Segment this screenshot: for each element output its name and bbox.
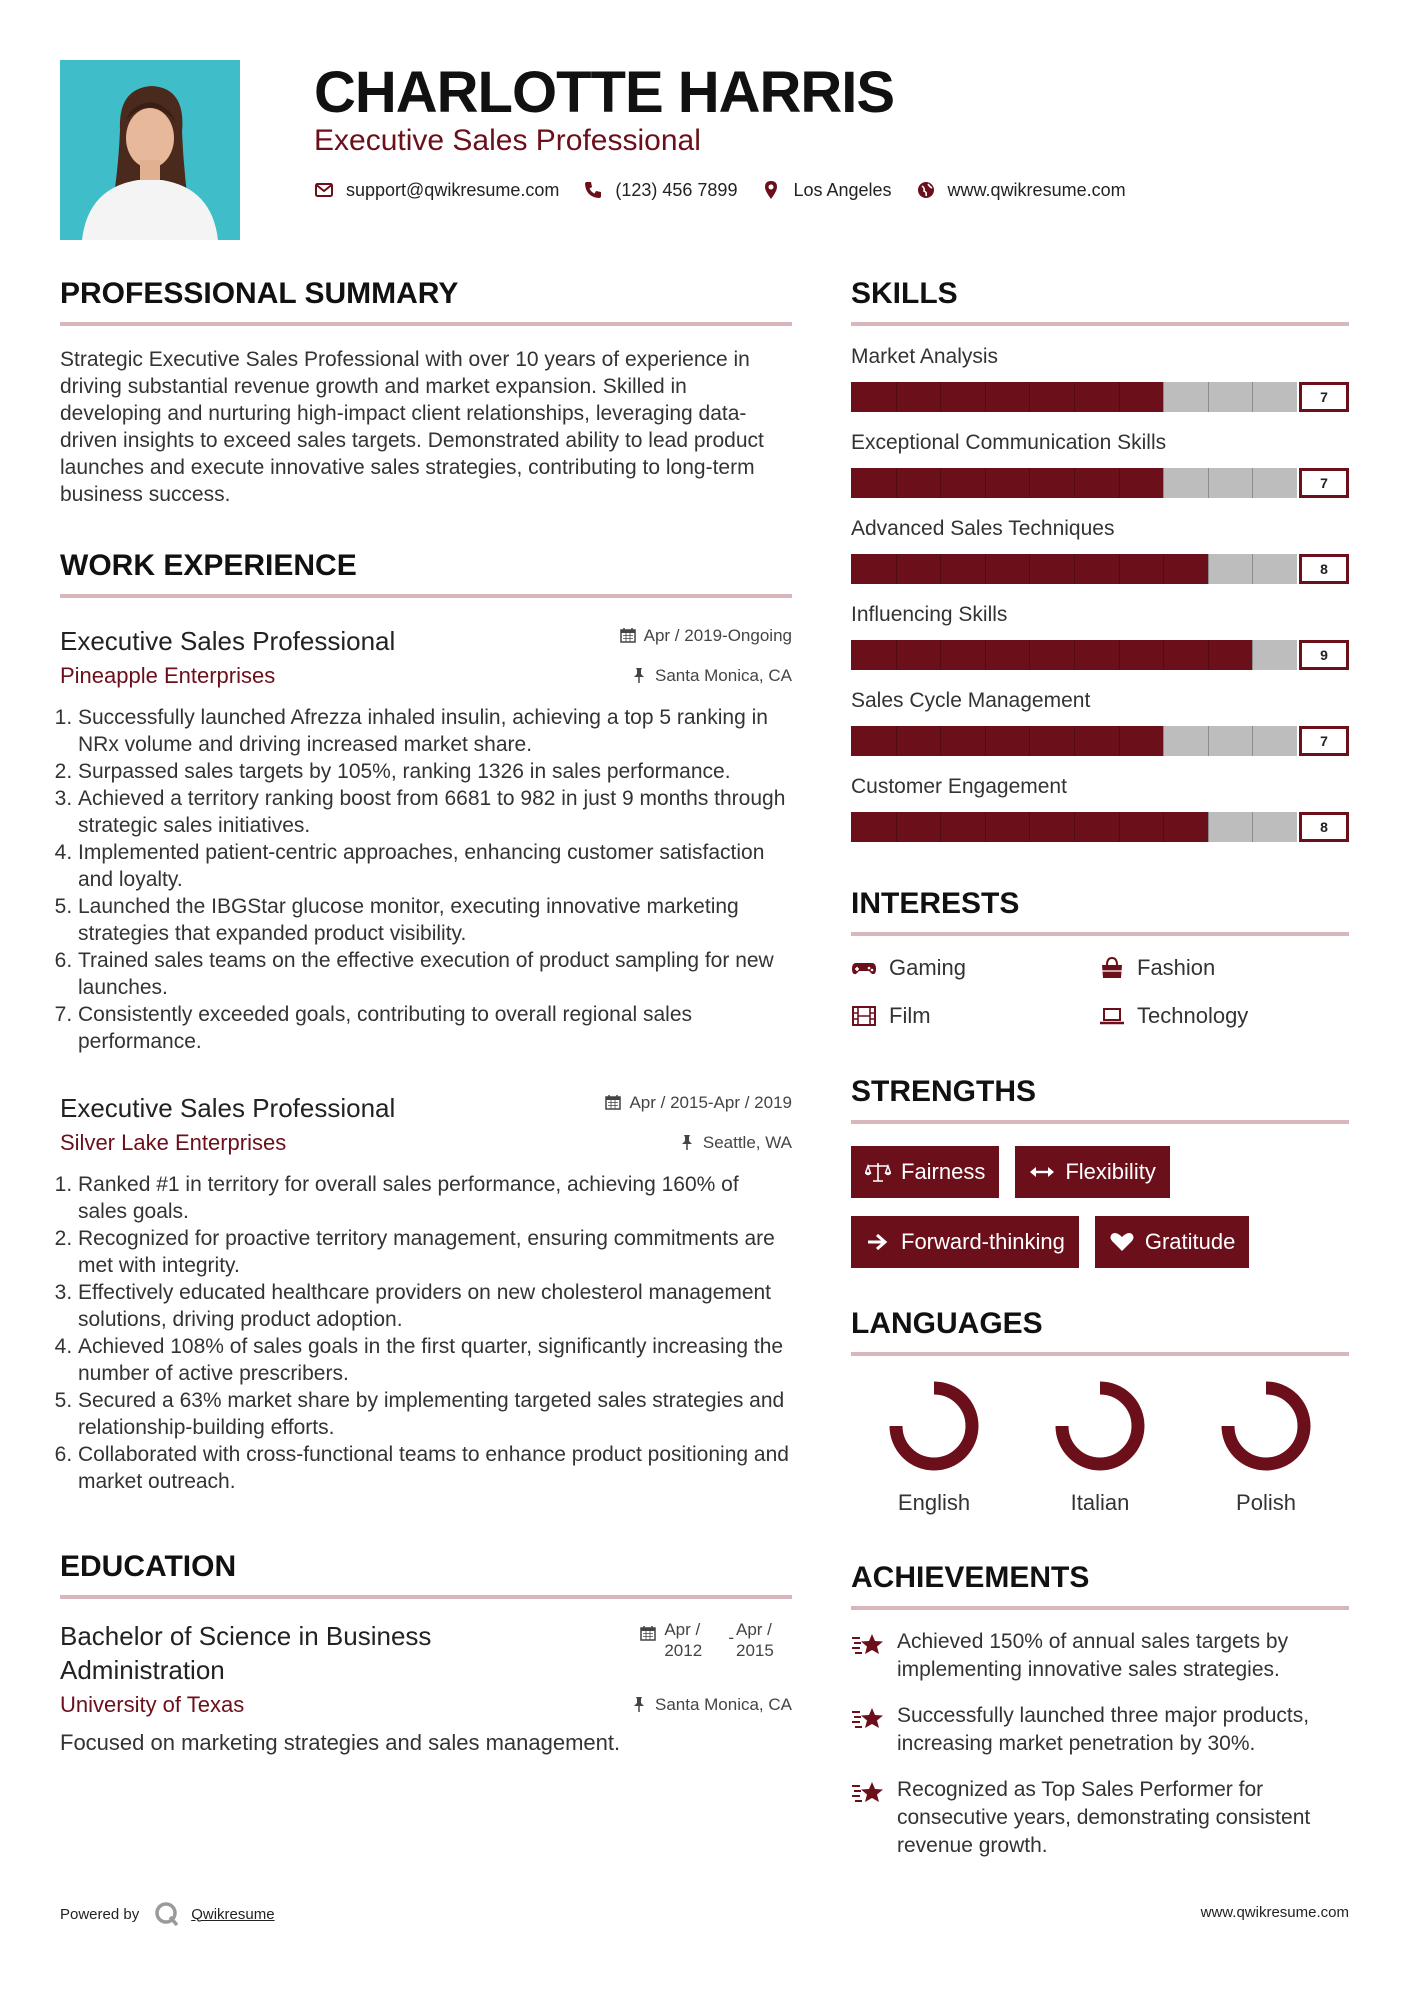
skill-bar-segment bbox=[1163, 554, 1164, 584]
skill-bar-segment bbox=[1074, 726, 1075, 756]
skill-bar-segment bbox=[1119, 382, 1120, 412]
skill-bar-track bbox=[851, 468, 1297, 498]
job-bullet: 6. Trained sales teams on the effective execution of product sampling for new launches. bbox=[78, 947, 792, 1001]
job-date-text: Apr / 2015-Apr / 2019 bbox=[629, 1093, 792, 1112]
skill-bar-segment bbox=[1074, 468, 1075, 498]
job-title: Executive Sales Professional bbox=[60, 626, 396, 656]
envelope-icon bbox=[314, 180, 334, 200]
calendar-icon bbox=[605, 1094, 621, 1110]
skill-bar-segment bbox=[1252, 382, 1253, 412]
job-bullets bbox=[60, 1171, 792, 1495]
skill-bar-segment bbox=[896, 554, 897, 584]
language-item bbox=[1183, 1378, 1349, 1516]
strength-label: Gratitude bbox=[1144, 1229, 1236, 1254]
job-title: Executive Sales Professional bbox=[60, 1093, 396, 1123]
job-entry bbox=[60, 1091, 792, 1495]
education-description: Focused on marketing strategies and sales management. bbox=[60, 1730, 621, 1755]
job-bullet: 7. Consistently exceeded goals, contributing to overall regional sales performance. bbox=[78, 1001, 792, 1055]
interest-label: Fashion bbox=[1137, 955, 1216, 980]
shopping-bag-icon bbox=[1099, 957, 1125, 979]
globe-icon bbox=[916, 180, 936, 200]
skill-bar-segment bbox=[896, 640, 897, 670]
job-bullet: 1. Successfully launched Afrezza inhaled insulin, achieving a top 5 ranking in NRx volume and driving increased market share. bbox=[78, 704, 792, 758]
skills-list bbox=[851, 342, 1349, 842]
strengths-heading: STRENGTHS bbox=[851, 1070, 1349, 1124]
job-bullet: 3. Effectively educated healthcare providers on new cholesterol management solutions, driving product adoption. bbox=[78, 1279, 792, 1333]
film-icon bbox=[851, 1005, 877, 1027]
skill-bar bbox=[851, 726, 1349, 756]
company-name: Pineapple Enterprises bbox=[60, 663, 276, 688]
skill-name: Market Analysis bbox=[851, 345, 999, 368]
footer-website[interactable]: www.qwikresume.com bbox=[1200, 1904, 1349, 1921]
interests-list bbox=[851, 954, 1349, 1030]
skill-bar-segment bbox=[1074, 640, 1075, 670]
skill-bar bbox=[851, 382, 1349, 412]
education-date-end: Apr / 2015 bbox=[736, 1620, 774, 1660]
skill-bar-segment bbox=[985, 640, 986, 670]
skill-bar-segment bbox=[1252, 468, 1253, 498]
job-bullet: 5. Secured a 63% market share by implementing targeted sales strategies and relationship-building efforts. bbox=[78, 1387, 792, 1441]
skill-bar-segment bbox=[985, 382, 986, 412]
skill-bar-track bbox=[851, 382, 1297, 412]
strength-tag bbox=[1015, 1146, 1169, 1198]
interest-label: Gaming bbox=[889, 955, 967, 980]
gamepad-icon bbox=[851, 957, 877, 979]
contact-location: Los Angeles bbox=[793, 179, 892, 200]
skill-bar-segment bbox=[940, 726, 941, 756]
language-gauge bbox=[1218, 1378, 1314, 1474]
strengths-list bbox=[851, 1146, 1349, 1268]
achievements-heading: ACHIEVEMENTS bbox=[851, 1556, 1349, 1610]
skill-level: 9 bbox=[1299, 640, 1349, 670]
skill-name: Customer Engagement bbox=[851, 775, 1067, 798]
calendar-icon bbox=[640, 1625, 656, 1641]
education-entry bbox=[60, 1619, 792, 1756]
skill-bar-segment bbox=[1208, 382, 1209, 412]
shooting-star-icon bbox=[851, 1630, 885, 1658]
skill-bar-segment bbox=[896, 382, 897, 412]
skill-bar-segment bbox=[985, 468, 986, 498]
skill-bar-segment bbox=[1119, 726, 1120, 756]
language-gauge bbox=[1052, 1378, 1148, 1474]
job-entry bbox=[60, 624, 792, 1055]
achievement-item bbox=[851, 1776, 1349, 1860]
job-date bbox=[605, 1091, 792, 1115]
shooting-star-icon bbox=[851, 1704, 885, 1732]
skill-bar-segment bbox=[1252, 554, 1253, 584]
candidate-name: CHARLOTTE HARRIS bbox=[314, 60, 895, 125]
language-gauge bbox=[886, 1378, 982, 1474]
skill-level: 7 bbox=[1299, 382, 1349, 412]
strength-label: Flexibility bbox=[1065, 1159, 1156, 1184]
education-location-text: Santa Monica, CA bbox=[654, 1695, 792, 1714]
skill-bar-segment bbox=[1208, 726, 1209, 756]
strength-label: Forward-thinking bbox=[901, 1229, 1065, 1254]
language-name: Italian bbox=[1070, 1490, 1130, 1515]
skill-bar-segment bbox=[896, 812, 897, 842]
skill-bar-segment bbox=[1163, 812, 1164, 842]
summary-text: Strategic Executive Sales Professional with over 10 years of experience in driving substantial revenue growth and market expansion. Skilled in developing and nurturing high-impact client relationships, leveraging data-driven insights to exceed sales targets. Demonstrated ability to lead product launches and execute innovative sales strategies, contributing to long-term business success. bbox=[60, 348, 764, 506]
achievement-text: Recognized as Top Sales Performer for consecutive years, demonstrating consistent revenue growth. bbox=[897, 1778, 1311, 1857]
skill-bar bbox=[851, 812, 1349, 842]
skill-name: Influencing Skills bbox=[851, 603, 1008, 626]
skill-bar-segment bbox=[985, 554, 986, 584]
powered-by-label: Powered by bbox=[60, 1905, 140, 1923]
achievements-list bbox=[851, 1628, 1349, 1860]
experience-heading: WORK EXPERIENCE bbox=[60, 544, 792, 598]
summary-heading: PROFESSIONAL SUMMARY bbox=[60, 272, 792, 326]
languages-list bbox=[851, 1378, 1349, 1516]
footer-powered-by bbox=[60, 1900, 275, 1928]
skill-name: Exceptional Communication Skills bbox=[851, 431, 1167, 454]
skill-bar-segment bbox=[1163, 468, 1164, 498]
education-heading: EDUCATION bbox=[60, 1545, 792, 1599]
skill-bar-fill bbox=[851, 382, 1163, 412]
skill-bar-segment bbox=[1029, 812, 1030, 842]
degree-title: Bachelor of Science in Business Administration bbox=[60, 1621, 432, 1685]
skill-item bbox=[851, 428, 1349, 498]
pushpin-icon bbox=[679, 1134, 695, 1150]
job-bullet: 4. Implemented patient-centric approaches, enhancing customer satisfaction and loyalty. bbox=[78, 839, 792, 893]
skill-name: Sales Cycle Management bbox=[851, 689, 1091, 712]
skill-level: 7 bbox=[1299, 726, 1349, 756]
education-date-sep: - bbox=[728, 1628, 734, 1647]
skill-bar-fill bbox=[851, 640, 1252, 670]
job-bullet: 6. Collaborated with cross-functional teams to enhance product positioning and market outreach. bbox=[78, 1441, 792, 1495]
skill-level: 8 bbox=[1299, 554, 1349, 584]
skill-bar-segment bbox=[896, 468, 897, 498]
language-name: English bbox=[897, 1490, 971, 1515]
pushpin-icon bbox=[631, 1696, 647, 1712]
skill-bar-segment bbox=[896, 726, 897, 756]
language-name: Polish bbox=[1236, 1490, 1296, 1515]
skill-bar-track bbox=[851, 812, 1297, 842]
skill-item bbox=[851, 514, 1349, 584]
skill-bar-track bbox=[851, 726, 1297, 756]
interest-item bbox=[851, 1002, 1099, 1030]
arrows-horizontal-icon bbox=[1029, 1161, 1055, 1183]
skill-bar-segment bbox=[940, 468, 941, 498]
job-bullet: 2. Surpassed sales targets by 105%, ranking 1326 in sales performance. bbox=[78, 758, 792, 785]
strength-label: Fairness bbox=[901, 1159, 986, 1184]
phone-icon bbox=[583, 180, 603, 200]
interest-label: Technology bbox=[1137, 1003, 1249, 1028]
skill-bar-track bbox=[851, 554, 1297, 584]
interest-item bbox=[851, 954, 1099, 982]
balance-scale-icon bbox=[865, 1161, 891, 1183]
skill-bar-segment bbox=[1208, 640, 1209, 670]
language-gauge-arc bbox=[896, 1388, 972, 1464]
job-location bbox=[631, 664, 792, 688]
interests-heading: INTERESTS bbox=[851, 882, 1349, 936]
skill-bar-segment bbox=[1029, 382, 1030, 412]
skill-bar-segment bbox=[1074, 382, 1075, 412]
profile-photo bbox=[60, 60, 240, 240]
arrow-right-icon bbox=[865, 1231, 891, 1253]
language-item bbox=[1017, 1378, 1183, 1516]
job-date bbox=[620, 624, 792, 648]
skill-item bbox=[851, 600, 1349, 670]
skill-bar bbox=[851, 554, 1349, 584]
skill-bar-segment bbox=[985, 726, 986, 756]
job-date-text: Apr / 2019-Ongoing bbox=[643, 626, 792, 645]
skill-bar-fill bbox=[851, 468, 1163, 498]
map-pin-icon bbox=[761, 180, 781, 200]
job-bullet: 2. Recognized for proactive territory management, ensuring commitments are met with integrity. bbox=[78, 1225, 792, 1279]
skill-bar-segment bbox=[1074, 554, 1075, 584]
pushpin-icon bbox=[631, 667, 647, 683]
skill-bar-segment bbox=[940, 812, 941, 842]
candidate-title: Executive Sales Professional bbox=[314, 124, 701, 157]
skill-bar-segment bbox=[1163, 726, 1164, 756]
skill-bar-fill bbox=[851, 726, 1163, 756]
language-item bbox=[851, 1378, 1017, 1516]
achievement-text: Achieved 150% of annual sales targets by implementing innovative sales strategies. bbox=[897, 1630, 1289, 1681]
company-name: Silver Lake Enterprises bbox=[60, 1130, 287, 1155]
skill-bar bbox=[851, 468, 1349, 498]
shooting-star-icon bbox=[851, 1778, 885, 1806]
job-location-text: Seattle, WA bbox=[702, 1133, 792, 1152]
contact-phone[interactable]: (123) 456 7899 bbox=[615, 179, 738, 200]
skill-item bbox=[851, 686, 1349, 756]
education-location bbox=[631, 1693, 792, 1717]
skill-item bbox=[851, 772, 1349, 842]
strength-tag bbox=[851, 1216, 1079, 1268]
skill-bar-segment bbox=[1029, 640, 1030, 670]
skill-bar-segment bbox=[1208, 812, 1209, 842]
interest-label: Film bbox=[889, 1003, 931, 1028]
qwikresume-logo-icon bbox=[153, 1900, 181, 1928]
education-date-start: Apr / 2012 bbox=[664, 1620, 703, 1660]
skill-bar-segment bbox=[1029, 554, 1030, 584]
skill-bar-segment bbox=[1074, 812, 1075, 842]
job-bullet: 1. Ranked #1 in territory for overall sales performance, achieving 160% of sales goals. bbox=[78, 1171, 792, 1225]
job-bullet: 3. Achieved a territory ranking boost from 6681 to 982 in just 9 months through strategic sales initiatives. bbox=[78, 785, 792, 839]
skill-name: Advanced Sales Techniques bbox=[851, 517, 1115, 540]
skill-bar-segment bbox=[940, 640, 941, 670]
skill-bar-segment bbox=[1119, 640, 1120, 670]
achievement-text: Successfully launched three major products, increasing market penetration by 30%. bbox=[897, 1704, 1310, 1755]
job-bullet: 4. Achieved 108% of sales goals in the first quarter, significantly increasing the number of active prescribers. bbox=[78, 1333, 792, 1387]
skill-bar-segment bbox=[1119, 554, 1120, 584]
interest-item bbox=[1099, 954, 1347, 982]
skill-bar-segment bbox=[940, 382, 941, 412]
skill-bar-segment bbox=[1252, 640, 1253, 670]
skill-bar-segment bbox=[1119, 468, 1120, 498]
contact-website[interactable]: www.qwikresume.com bbox=[947, 179, 1126, 200]
job-bullets bbox=[60, 704, 792, 1055]
calendar-icon bbox=[620, 627, 636, 643]
brand-link[interactable]: Qwikresume bbox=[191, 1905, 275, 1923]
school-name: University of Texas bbox=[60, 1692, 245, 1717]
skill-bar-segment bbox=[1252, 726, 1253, 756]
laptop-icon bbox=[1099, 1005, 1125, 1027]
skill-bar-segment bbox=[1029, 468, 1030, 498]
skill-bar-segment bbox=[1029, 726, 1030, 756]
achievement-item bbox=[851, 1628, 1349, 1684]
contact-email[interactable]: support@qwikresume.com bbox=[346, 179, 560, 200]
skill-bar-segment bbox=[1163, 640, 1164, 670]
job-location-text: Santa Monica, CA bbox=[654, 666, 792, 685]
right-column bbox=[851, 272, 1349, 1860]
skill-bar-track bbox=[851, 640, 1297, 670]
skill-bar-segment bbox=[1208, 468, 1209, 498]
skill-bar bbox=[851, 640, 1349, 670]
left-column bbox=[60, 272, 792, 1756]
heart-icon bbox=[1109, 1231, 1135, 1253]
language-gauge-arc bbox=[1228, 1388, 1304, 1464]
skill-bar-segment bbox=[1119, 812, 1120, 842]
strength-tag bbox=[851, 1146, 999, 1198]
skill-bar-segment bbox=[1208, 554, 1209, 584]
skill-bar-segment bbox=[985, 812, 986, 842]
job-location bbox=[679, 1131, 792, 1155]
skill-bar-segment bbox=[1163, 382, 1164, 412]
skill-bar-segment bbox=[1252, 812, 1253, 842]
language-gauge-arc bbox=[1062, 1388, 1138, 1464]
job-bullet: 5. Launched the IBGStar glucose monitor, executing innovative marketing strategies that expanded product visibility. bbox=[78, 893, 792, 947]
skill-bar-segment bbox=[940, 554, 941, 584]
skills-heading: SKILLS bbox=[851, 272, 1349, 326]
education-date bbox=[640, 1619, 792, 1661]
strength-tag bbox=[1095, 1216, 1250, 1268]
skill-level: 7 bbox=[1299, 468, 1349, 498]
skill-item bbox=[851, 342, 1349, 412]
achievement-item bbox=[851, 1702, 1349, 1758]
languages-heading: LANGUAGES bbox=[851, 1302, 1349, 1356]
skill-level: 8 bbox=[1299, 812, 1349, 842]
interest-item bbox=[1099, 1002, 1347, 1030]
contact-bar bbox=[314, 176, 1150, 204]
